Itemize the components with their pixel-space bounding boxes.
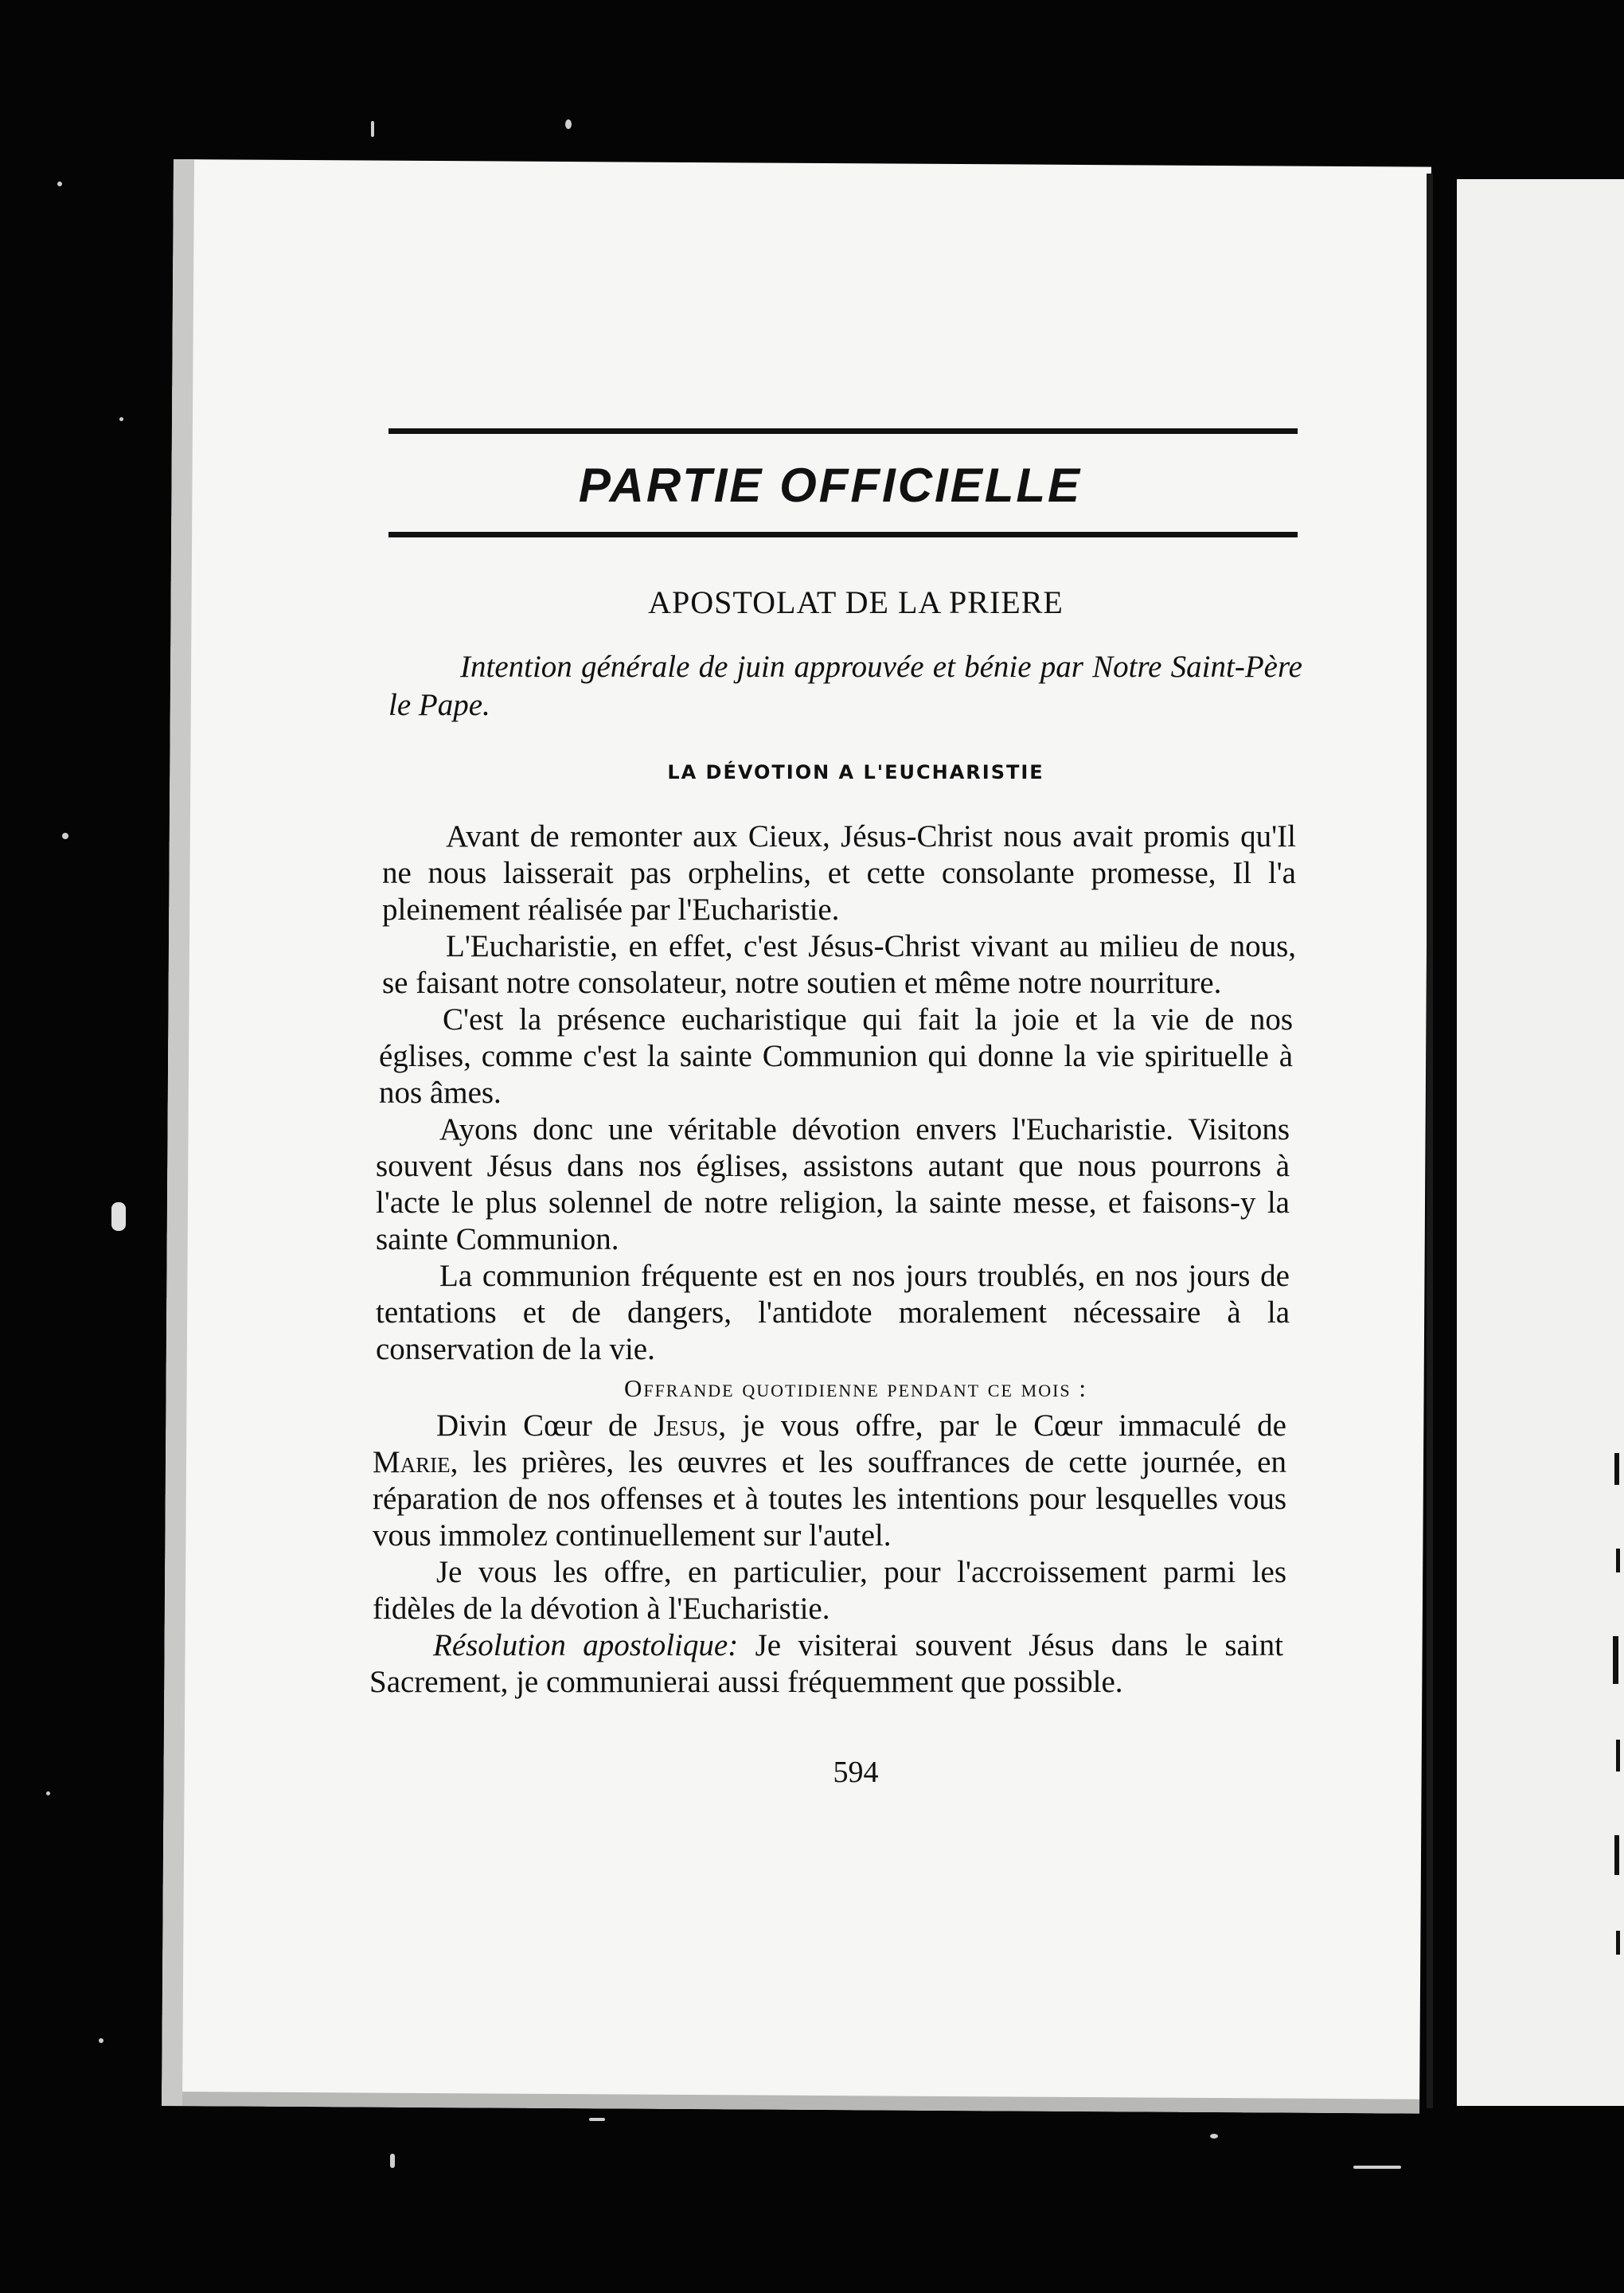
dust-speck bbox=[371, 121, 374, 137]
dust-speck bbox=[57, 182, 62, 186]
offrande-heading-text: Offrande quotidienne pendant ce mois : bbox=[623, 1374, 1088, 1402]
section-title: APOSTOLAT DE LA PRIERE bbox=[648, 584, 1064, 620]
paragraph-4: Ayons donc une véritable dévotion envers l'Eucharistie. Visitons souvent Jésus dans nos églises, assistons autant que nous pourrons à l'acte le plus solennel de notre religion, la sainte messe, et faisons-y la sainte Communion. bbox=[376, 1112, 1290, 1256]
offrande-heading bbox=[414, 1374, 1298, 1403]
offrande-prayer bbox=[373, 1408, 1286, 1554]
dust-speck bbox=[111, 1202, 126, 1231]
paragraph-2: L'Eucharistie, en effet, c'est Jésus-Christ vivant au milieu de nous, se faisant notre consolateur, notre soutien et même notre nourriture. bbox=[382, 929, 1296, 1000]
bleed-mark bbox=[1614, 1453, 1619, 1485]
dust-speck bbox=[565, 119, 572, 129]
resolution-text: Je visiterai souvent Jésus dans le saint Sacrement, je communierai aussi fréquemment que possible. bbox=[369, 1628, 1283, 1699]
offrande-marie: Marie bbox=[373, 1445, 451, 1479]
dust-speck bbox=[589, 2118, 605, 2121]
bleed-mark bbox=[1613, 1636, 1618, 1684]
page-content bbox=[369, 428, 1505, 1790]
paragraph-5: La communion fréquente est en nos jours troublés, en nos jours de tentations et de dangers, l'antidote moralement nécessaire à la conservation de la vie. bbox=[376, 1259, 1290, 1366]
paragraph-1: Avant de remonter aux Cieux, Jésus-Christ nous avait promis qu'Il ne nous laisserait pas orphelins, et cette consolante promesse, Il l'a pleinement réalisée par l'Eucharistie. bbox=[382, 819, 1296, 927]
dust-speck bbox=[99, 2038, 103, 2043]
offrande-part-3: , les prières, les œuvres et les souffrances de cette journée, en réparation de nos offenses et à toutes les intentions pour lesquelles vous vous immolez continuellement sur l'autel. bbox=[373, 1445, 1286, 1553]
bleed-mark bbox=[1616, 1931, 1620, 1955]
subtitle: LA DÉVOTION A L'EUCHARISTIE bbox=[667, 761, 1044, 783]
paragraph-3: C'est la présence eucharistique qui fait la joie et la vie de nos églises, comme c'est la sainte Communion qui donne la vie spirituelle à nos âmes. bbox=[379, 1002, 1293, 1110]
dust-speck bbox=[119, 417, 123, 421]
dust-speck bbox=[62, 833, 68, 839]
dust-speck bbox=[1353, 2166, 1401, 2169]
dust-speck bbox=[46, 1791, 50, 1795]
page-number: 594 bbox=[833, 1756, 879, 1789]
offrande-jesus: Jesus bbox=[654, 1408, 719, 1443]
bottom-rule bbox=[388, 532, 1298, 537]
dust-speck bbox=[1210, 2134, 1218, 2139]
resolution-label: Résolution apostolique: bbox=[433, 1628, 739, 1662]
top-rule bbox=[388, 428, 1298, 434]
offrande-part-2: , je vous offre, par le Cœur immaculé de bbox=[718, 1408, 1286, 1443]
intention-intro: Intention générale de juin approuvée et bénie par Notre Saint-Père le Pape. bbox=[388, 650, 1302, 722]
dust-speck bbox=[390, 2154, 395, 2168]
banner-heading: PARTIE OFFICIELLE bbox=[578, 459, 1083, 512]
paragraph-particulier: Je vous les offre, en particulier, pour l'accroissement parmi les fidèles de la dévotion à l'Eucharistie. bbox=[373, 1555, 1286, 1626]
bleed-mark bbox=[1616, 1549, 1620, 1572]
offrande-part-1: Divin Cœur de bbox=[436, 1408, 654, 1443]
bleed-mark bbox=[1614, 1835, 1619, 1875]
bleed-mark bbox=[1616, 1740, 1620, 1772]
resolution-paragraph bbox=[369, 1627, 1283, 1701]
